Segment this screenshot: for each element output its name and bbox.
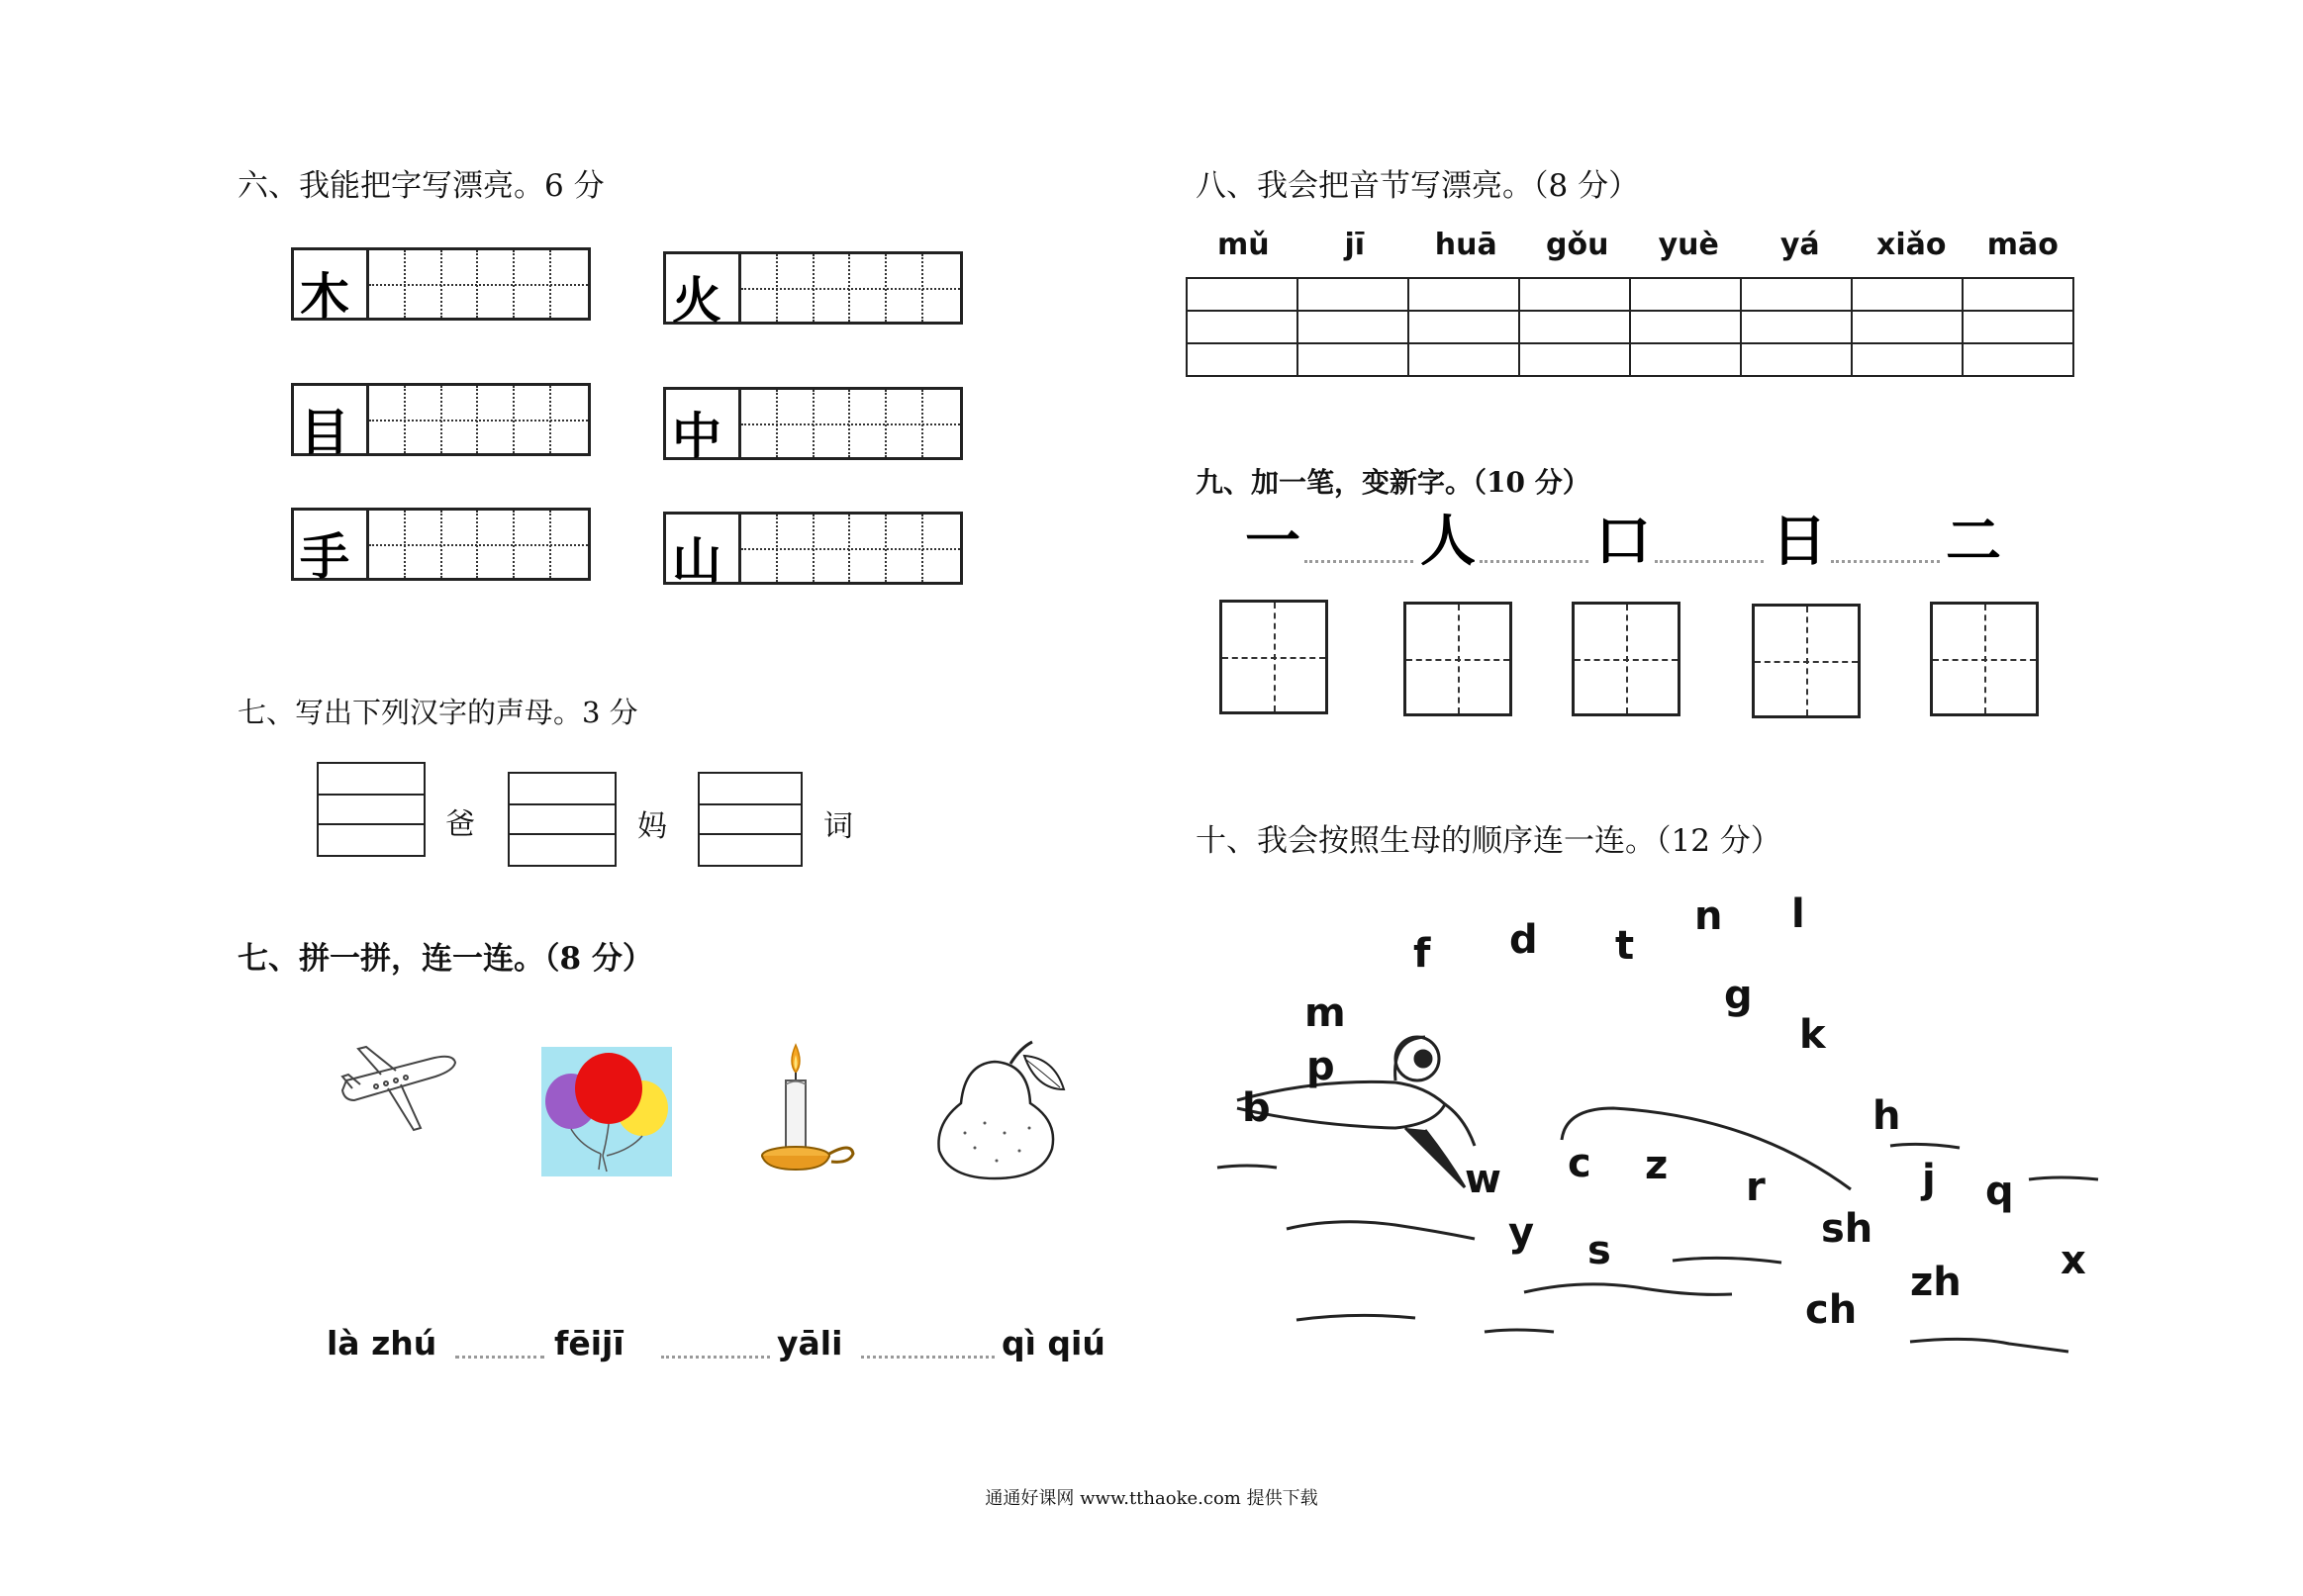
letter-d[interactable]: d: [1509, 917, 1538, 963]
letter-w[interactable]: w: [1465, 1157, 1501, 1202]
section7b-title: 七、拼一拼，连一连。（8 分）: [238, 941, 653, 977]
letter-q[interactable]: q: [1985, 1169, 2014, 1214]
writing-grid-5[interactable]: [291, 508, 591, 586]
pinyin-qiqiu[interactable]: qì qiú: [1002, 1324, 1105, 1362]
base-char-4: 日: [1772, 510, 1827, 574]
syllable-row: [1188, 228, 2078, 262]
airplane-picture[interactable]: [336, 1039, 460, 1138]
writing-grid-2[interactable]: [663, 251, 963, 329]
section7a-title: 七、写出下列汉字的声母。3 分: [238, 696, 638, 729]
base-char-5: 二: [1946, 510, 2001, 574]
writing-grid-4[interactable]: [663, 387, 963, 465]
char-label: 词: [823, 809, 853, 844]
footer-text: 通通好课网 www.tthaoke.com 提供下载: [985, 1488, 1318, 1509]
section8-title: 八、我会把音节写漂亮。（8 分）: [1196, 168, 1640, 204]
shengmu-box-1[interactable]: [317, 762, 426, 857]
letter-p[interactable]: p: [1306, 1044, 1335, 1089]
letter-n[interactable]: n: [1694, 893, 1723, 939]
dot-to-dot-drawing: [1198, 871, 2128, 1385]
base-char-3: 口: [1595, 510, 1651, 574]
model-char: 目: [300, 404, 349, 461]
section10-title: 十、我会按照生母的顺序连一连。（12 分）: [1196, 823, 1781, 859]
letter-h[interactable]: h: [1872, 1093, 1901, 1139]
syllable: mǔ: [1216, 228, 1270, 262]
syllable: yá: [1779, 228, 1820, 262]
tian-grid-2[interactable]: [1403, 602, 1512, 716]
syllable: māo: [1986, 228, 2059, 262]
tian-grid-4[interactable]: [1752, 604, 1861, 718]
letter-j[interactable]: j: [1922, 1157, 1936, 1202]
writing-grid-3[interactable]: [291, 383, 591, 461]
letter-zh[interactable]: zh: [1910, 1260, 1962, 1305]
letter-sh[interactable]: sh: [1821, 1206, 1873, 1252]
syllable: xiǎo: [1876, 228, 1947, 262]
letter-k[interactable]: k: [1799, 1012, 1826, 1058]
letter-t[interactable]: t: [1615, 923, 1635, 969]
letter-r[interactable]: r: [1746, 1165, 1766, 1210]
base-char-2: 人: [1420, 510, 1476, 574]
letter-x[interactable]: x: [2061, 1238, 2086, 1283]
writing-grid-6[interactable]: [663, 512, 963, 590]
syllable: huā: [1434, 228, 1497, 262]
letter-b[interactable]: b: [1242, 1085, 1271, 1131]
letter-z[interactable]: z: [1645, 1143, 1669, 1188]
pinyin-lazhu[interactable]: là zhú: [327, 1324, 437, 1362]
letter-f[interactable]: f: [1413, 931, 1431, 977]
model-char: 手: [300, 528, 349, 586]
letter-m[interactable]: m: [1304, 990, 1346, 1036]
letter-y[interactable]: y: [1508, 1210, 1535, 1256]
tian-grid-1[interactable]: [1219, 600, 1328, 714]
syllable: yuè: [1658, 228, 1719, 262]
syllable-writing-table[interactable]: [1186, 277, 2074, 377]
writing-grid-1[interactable]: [291, 247, 591, 326]
model-char: 木: [300, 268, 349, 326]
char-label: 爸: [445, 807, 475, 842]
syllable: jī: [1344, 228, 1366, 262]
base-char-1: 一: [1245, 510, 1300, 574]
model-char: 山: [672, 532, 721, 590]
pinyin-yali[interactable]: yāli: [777, 1324, 843, 1362]
balloons-picture[interactable]: [541, 1047, 672, 1176]
section9-title: 九、加一笔，变新字。（10 分）: [1196, 466, 1590, 499]
section6-title: 六、我能把字写漂亮。6 分: [238, 168, 605, 204]
char-label: 妈: [637, 809, 667, 844]
model-char: 火: [672, 272, 721, 329]
tian-grid-3[interactable]: [1572, 602, 1680, 716]
model-char: 中: [672, 408, 721, 465]
letter-s[interactable]: s: [1587, 1228, 1611, 1273]
shengmu-box-3[interactable]: [698, 772, 803, 867]
letter-c[interactable]: c: [1568, 1141, 1591, 1186]
pear-picture[interactable]: [925, 1034, 1074, 1182]
tian-grid-5[interactable]: [1930, 602, 2039, 716]
letter-l[interactable]: l: [1791, 892, 1805, 937]
pinyin-feiji[interactable]: fēijī: [554, 1324, 624, 1362]
letter-ch[interactable]: ch: [1805, 1287, 1858, 1333]
syllable: gǒu: [1546, 228, 1609, 262]
candle-picture[interactable]: [752, 1039, 861, 1177]
letter-g[interactable]: g: [1724, 973, 1753, 1018]
shengmu-box-2[interactable]: [508, 772, 617, 867]
